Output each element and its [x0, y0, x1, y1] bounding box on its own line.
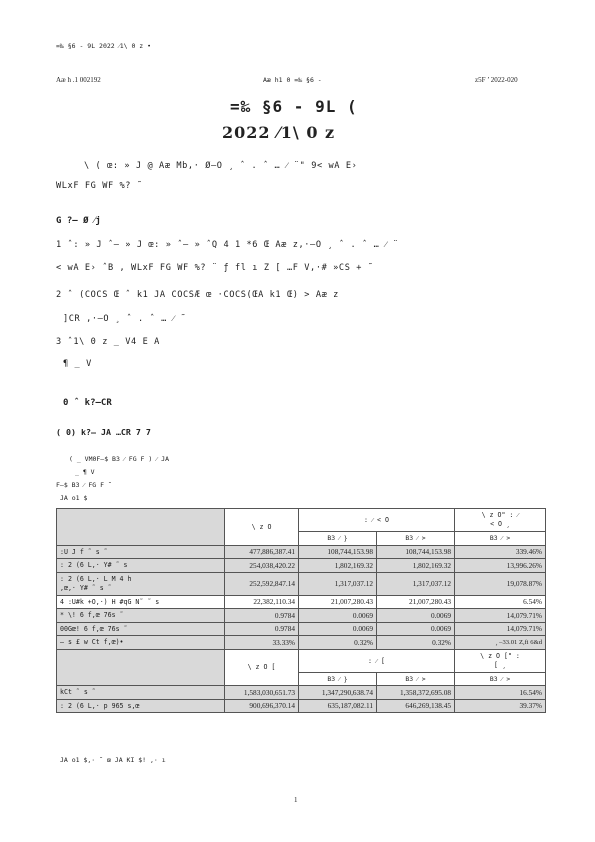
row-label: 4 :U#k +O,·) H #qG N˜ ˜ s: [57, 595, 225, 609]
section2-heading: 0 ˆ k?–CR: [63, 398, 112, 408]
table-subheader-c4: B3 ⁄ >: [455, 532, 546, 546]
row-value-prior-adjusted: 0.32%: [299, 636, 377, 650]
row-value-change: ¸ –33.01 Z,fi 6&d: [455, 636, 546, 650]
row-value-change: 19,078.87%: [455, 572, 546, 595]
intro-line1: \ ( œ: » J @ Aæ Mb,· Ø–O ¸ ˆ . ˆ … ⁄ ¨" 9< wA E›: [84, 161, 358, 171]
row-value-prior: 21,007,280.43: [377, 595, 455, 609]
row-label: [57, 572, 225, 595]
row-value-prior: 1,317,037.12: [377, 572, 455, 595]
table-subheader2-c2: B3 ⁄ }: [299, 672, 377, 686]
row-value-prior: 1,358,372,695.08: [377, 686, 455, 700]
row-label-line2: ,œ,· Y# ˜ s ˜: [60, 583, 112, 592]
section2-note2: _ ¶ V: [75, 468, 95, 476]
table-header-label: [57, 509, 225, 546]
table-header2-label: [57, 649, 225, 686]
table-footnote: JA o1 $,· ˜ œ JA KI $! ,· ı: [60, 756, 166, 764]
row-value-prior: 0.0069: [377, 609, 455, 623]
section2-note1: ( _ VM0F–$ B3 ⁄ FG F ) ⁄ JA: [69, 455, 170, 463]
row-value-current: 33.33%: [225, 636, 299, 650]
row-label: : 2 (6 L,· p 965 s,œ: [57, 699, 225, 713]
row-value-prior-adjusted: 0.0069: [299, 622, 377, 636]
row-value-current: 254,038,420.22: [225, 559, 299, 573]
header-left-code: Aæ h .1 002192: [56, 76, 101, 84]
row-label: :U J f ˜ s ˜: [57, 545, 225, 559]
page-number: 1: [294, 796, 298, 804]
section1-item4: ¶ _ V: [63, 359, 92, 369]
row-value-current: 477,886,387.41: [225, 545, 299, 559]
row-value-prior-adjusted: 0.0069: [299, 609, 377, 623]
row-value-prior: 108,744,153.98: [377, 545, 455, 559]
page-title-line2: 2022 ⁄1\ 0 z: [222, 123, 336, 142]
row-value-prior: 1,802,169.32: [377, 559, 455, 573]
row-value-change: 6.54%: [455, 595, 546, 609]
section1-item1-line1: 1 ˆ: » J ˆ– » J œ: » ˆ– » ˆQ 4 1 *6 Œ Aæ z,·–O ¸ ˆ . ˆ … ⁄ ¨: [56, 240, 399, 250]
row-label: * \! 6 f,œ 76s ˜: [57, 609, 225, 623]
table-header2-group: : ⁄ [: [299, 649, 455, 672]
row-label: 00Gœ! 6 f,œ 76s ˜: [57, 622, 225, 636]
intro-line2: WLxF FG WF %? ˜: [56, 181, 143, 191]
row-value-prior-adjusted: 635,187,082.11: [299, 699, 377, 713]
row-label: : 2 (6 L,· Y# ˜ s: [57, 559, 225, 573]
row-value-prior: 0.0069: [377, 622, 455, 636]
table-header-group: : ⁄ < O: [299, 509, 455, 532]
table-header2-change-line2: [ ¸: [494, 660, 506, 669]
table-subheader2-c3: B3 ⁄ >: [377, 672, 455, 686]
row-value-change: 339.46%: [455, 545, 546, 559]
page-title-line1: =‰ §6 - 9L (: [230, 97, 358, 116]
row-value-prior-adjusted: 1,317,037.12: [299, 572, 377, 595]
financial-table: [56, 508, 546, 713]
section2-subheading: ( 0) k?– JA …CR 7 7: [56, 427, 151, 437]
row-value-change: 16.54%: [455, 686, 546, 700]
section1-item2-line2: ]CR ,·–O ¸ ˆ . ˆ … ⁄ ˜: [63, 314, 187, 324]
table-header2-change: [455, 649, 546, 672]
row-value-current: 0.9784: [225, 609, 299, 623]
section2-note4: JA o1 $: [60, 494, 88, 502]
table-row: [57, 545, 546, 559]
table-header-current: \ z O: [225, 509, 299, 546]
table-header-change-line2: < O ¸: [490, 520, 510, 528]
table-row: [57, 699, 546, 713]
table-row: [57, 572, 546, 595]
table-row: [57, 609, 546, 623]
row-label-line1: : 2 (6 L,· L M 4 h: [60, 574, 132, 583]
row-value-change: 14,079.71%: [455, 622, 546, 636]
row-value-prior-adjusted: 108,744,153.98: [299, 545, 377, 559]
table-row: [57, 636, 546, 650]
section1-item3: 3 ˆ1\ 0 z _ V4 E A: [56, 337, 160, 347]
row-value-current: 0.9784: [225, 622, 299, 636]
row-label: – s £ w Ct f,œ)•: [57, 636, 225, 650]
header-top-line: =‰ §6 - 9L 2022 ⁄1\ 0 z •: [56, 42, 152, 50]
table-row: [57, 686, 546, 700]
table-subheader-c2: B3 ⁄ }: [299, 532, 377, 546]
row-value-current: 252,592,847.14: [225, 572, 299, 595]
row-value-current: 900,696,370.14: [225, 699, 299, 713]
row-value-prior: 0.32%: [377, 636, 455, 650]
table-header2-current: \ z O [: [225, 649, 299, 686]
table-header2-change-line1: \ z O [" :: [480, 651, 520, 660]
row-value-prior: 646,269,138.45: [377, 699, 455, 713]
row-value-current: 22,382,110.34: [225, 595, 299, 609]
table-subheader2-c4: B3 ⁄ >: [455, 672, 546, 686]
row-value-change: 39.37%: [455, 699, 546, 713]
row-label: kCt ˜ s ˜: [57, 686, 225, 700]
table-row: [57, 595, 546, 609]
table-row: [57, 559, 546, 573]
section1-item1-line2: < wA E› ˆB , WLxF FG WF %? ¨ ƒ fl ı Z [ …F V,·# »CS + ˜: [56, 263, 374, 273]
header-center-name: Aæ h1 0 =‰ §6 -: [263, 76, 322, 84]
header-right-number: z5F ’ 2022-020: [475, 76, 518, 84]
row-value-change: 14,079.71%: [455, 609, 546, 623]
row-value-current: 1,583,030,651.73: [225, 686, 299, 700]
section1-item2-line1: 2 ˆ (COCS Œ ˆ k1 JA COCSÆ œ ·COCS(ŒA k1 Œ) > Aæ z: [56, 290, 339, 300]
row-value-prior-adjusted: 1,802,169.32: [299, 559, 377, 573]
row-value-prior-adjusted: 1,347,290,638.74: [299, 686, 377, 700]
table-header-change-line1: \ z O" : ⁄: [481, 511, 519, 519]
row-value-change: 13,996.26%: [455, 559, 546, 573]
table-row: [57, 622, 546, 636]
row-value-prior-adjusted: 21,007,280.43: [299, 595, 377, 609]
section1-heading: G ?– Ø ⁄j: [56, 216, 101, 226]
table-subheader-c3: B3 ⁄ >: [377, 532, 455, 546]
table-header-change: [455, 509, 546, 532]
section2-note3: F–$ B3 ⁄ FG F ˜: [56, 481, 112, 489]
